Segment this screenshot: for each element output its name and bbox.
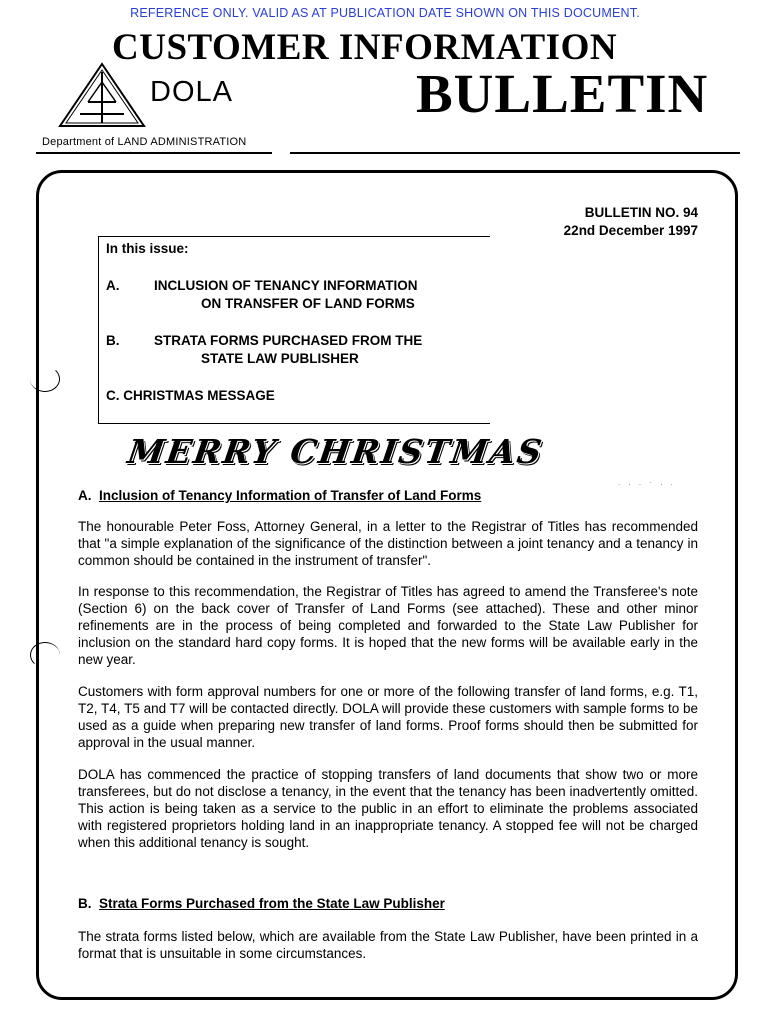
punch-hole-top [30,366,60,392]
issue-heading: In this issue: [106,241,189,256]
issue-item-line: ON TRANSFER OF LAND FORMS [201,296,415,311]
section-a-label: A. [78,488,92,503]
scan-specks: . . . · . . [618,478,676,487]
section-a-title: Inclusion of Tenancy Information of Transfer of Land Forms [99,488,482,503]
issue-item-label: C. [106,388,120,403]
section-a-paragraph: The honourable Peter Foss, Attorney General, in a letter to the Registrar of Titles has recommended that "a simple explanation of the significance of the distinction between a joint tenancy and a tenancy in common should be contained in the instrument of transfer". [78,519,698,568]
punch-hole-bottom [30,642,60,668]
christmas-banner: MERRY CHRISTMAS [125,432,546,471]
issue-item-line: INCLUSION OF TENANCY INFORMATION [154,278,418,293]
in-this-issue-box [98,236,490,424]
section-b-paragraph: The strata forms listed below, which are available from the State Law Publisher, have been printed in a format that is unsuitable in some circumstances. [78,929,698,961]
masthead-bulletin: BULLETIN [416,63,709,124]
issue-item-line: CHRISTMAS MESSAGE [123,388,275,403]
issue-item-a [106,277,418,313]
issue-item-label: A. [106,278,120,293]
section-a-paragraph: In response to this recommendation, the Registrar of Titles has agreed to amend the Transferee's note (Section 6) on the back cover of Transfer of Land Forms (see attached). These and other minor refinements are in the process of being completed and forwarded to the State Law Publisher for inclusion on the standard hard copy forms. It is hoped that the new forms will be available early in the new year. [78,584,698,667]
department-name: Department of LAND ADMINISTRATION [42,136,247,148]
dola-triangle-logo-icon [58,62,146,128]
logo-word: DOLA [150,76,233,108]
section-b-label: B. [78,896,92,911]
header-rule-right [290,152,740,154]
bulletin-number: BULLETIN NO. 94 [584,205,698,220]
section-b-heading [78,896,445,911]
header-rule-left [36,152,272,154]
bulletin-date: 22nd December 1997 [563,223,698,238]
issue-item-line: STATE LAW PUBLISHER [201,351,359,366]
issue-item-c [106,387,275,405]
issue-item-b [106,332,422,368]
reference-note: REFERENCE ONLY. VALID AS AT PUBLICATION DATE SHOWN ON THIS DOCUMENT. [130,6,640,20]
issue-item-label: B. [106,333,120,348]
section-a-paragraph: Customers with form approval numbers for one or more of the following transfer of land forms, e.g. T1, T2, T4, T5 and T7 will be contacted directly. DOLA will provide these customers with sample forms to be used as a guide when preparing new transfer of land forms. Proof forms should then be submitted for approval in the usual manner. [78,684,698,750]
masthead-title: CUSTOMER INFORMATION [112,27,618,68]
bulletin-info [500,204,698,240]
section-a-paragraph: DOLA has commenced the practice of stopping transfers of land documents that show two or more transferees, but do not disclose a tenancy, in the event that the tenancy has been inadvertently omitted. This action is being taken as a service to the public in an effort to eliminate the problems associated with registered proprietors holding land in an inappropriate tenancy. A stopped fee will not be charged when this additional tenancy is sought. [78,767,698,850]
issue-item-line: STRATA FORMS PURCHASED FROM THE [154,333,423,348]
section-a-heading [78,488,481,503]
section-b-title: Strata Forms Purchased from the State Law Publisher [99,896,445,911]
